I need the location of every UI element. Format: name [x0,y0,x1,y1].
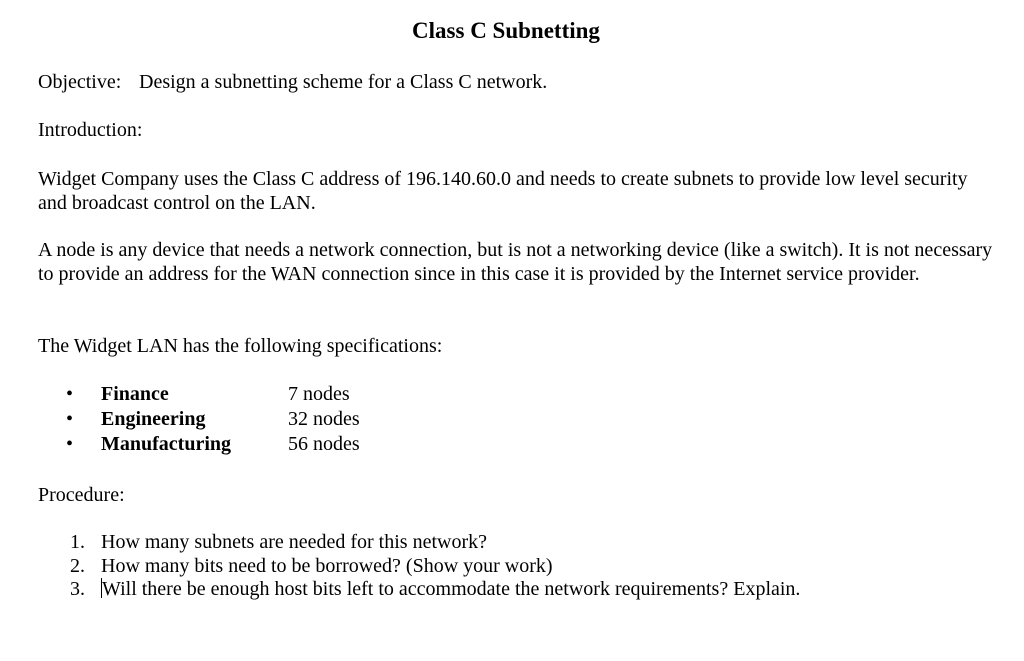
department-name: Finance [101,383,169,405]
procedure-heading: Procedure: [38,484,125,506]
node-count: 56 nodes [288,433,360,455]
node-count: 32 nodes [288,408,360,430]
bullet-icon: • [66,383,74,405]
department-name: Manufacturing [101,433,231,455]
intro-paragraph-1: Widget Company uses the Class C address of 196.140.60.0 and needs to create subnets to provide low level security and broadcast control on the LAN. [38,168,968,214]
step-number: 1. [70,531,85,553]
department-name: Engineering [101,408,206,430]
step-number: 2. [70,554,85,577]
bullet-icon: • [66,408,74,430]
step-text: How many bits need to be borrowed? (Show your work) [101,554,553,577]
introduction-heading: Introduction: [38,119,143,141]
intro-paragraph-2: A node is any device that needs a network connection, but is not a networking device (like a switch). It is not necessary to provide an address for the WAN connection since in this case it is provided by the Internet service provider. [38,239,993,285]
specs-intro: The Widget LAN has the following specifications: [38,335,443,357]
objective-line [38,70,998,94]
bullet-icon: • [66,433,74,455]
step-text: Will there be enough host bits left to accommodate the network requirements? Explain. [102,578,801,600]
step-text: How many subnets are needed for this network? [101,531,487,553]
document-title: Class C Subnetting [412,18,600,43]
objective-label: Objective: [38,71,122,93]
node-count: 7 nodes [288,383,350,405]
step-number: 3. [70,578,85,600]
objective-text: Design a subnetting scheme for a Class C network. [139,71,548,93]
